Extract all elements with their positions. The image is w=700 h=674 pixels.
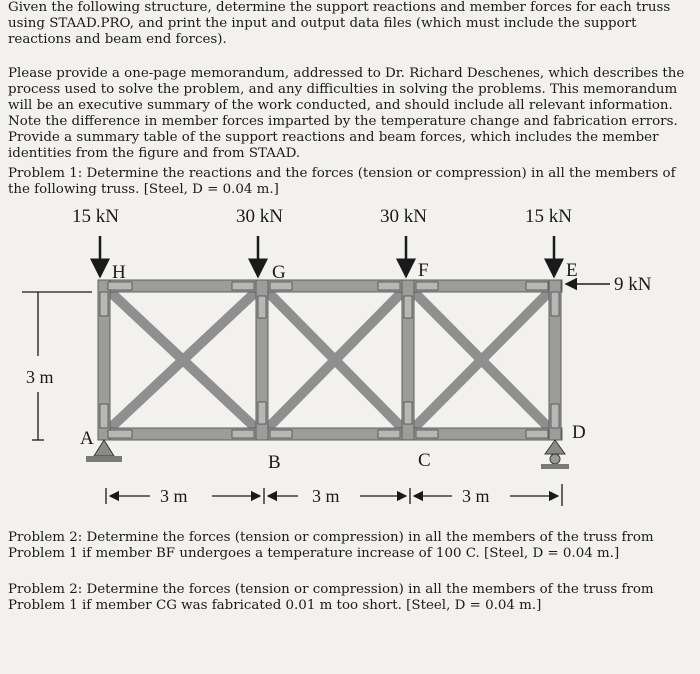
horizontal-load-label: 9 kN [614, 274, 652, 295]
node-label-h: H [112, 262, 126, 283]
node-label-b: B [268, 452, 281, 473]
height-dimension-label: 3 m [26, 367, 54, 387]
node-label-d: D [572, 422, 586, 443]
span-dimension-label-2: 3 m [312, 486, 340, 506]
problem-1-paragraph: Problem 1: Determine the reactions and the forces (tension or compression) in all the members of the following truss. [Steel, D = 0.04 m.] [8, 166, 676, 197]
node-label-f: F [418, 260, 429, 281]
intro-paragraph: Given the following structure, determine the support reactions and member forces for each truss using STAAD.PRO, and print the input and output data files (which must include the support reactions and beam end forces). [8, 0, 671, 47]
node-label-c: C [418, 450, 431, 471]
height-dimension-line [22, 292, 92, 440]
memo-paragraph: Please provide a one-page memorandum, addressed to Dr. Richard Deschenes, which describes the process used to solve the problem, and any difficulties in solving the problems. This memorandum will be an executive summary of the work conducted, and should include all relevant information. Note the difference in member forces imparted by the temperature change and fabrication errors. Provide a summary table of the support reactions and beam forces, which includes the member identities from the figure and from STAAD. [8, 66, 685, 161]
node-label-g: G [272, 262, 286, 283]
bottom-chord [98, 428, 562, 440]
problem-2-temperature-paragraph: Problem 2: Determine the forces (tension or compression) in all the members of the truss from Problem 1 if member BF undergoes a temperature increase of 100 C. [Steel, D = 0.04 m.] [8, 530, 654, 561]
node-label-e: E [566, 260, 578, 281]
load-arrows [100, 236, 554, 276]
truss-diagonals [104, 286, 555, 434]
top-chord [98, 280, 562, 292]
load-label-h: 15 kN [72, 206, 119, 227]
span-dimension-label-3: 3 m [462, 486, 490, 506]
load-label-g: 30 kN [236, 206, 283, 227]
load-label-e: 15 kN [525, 206, 572, 227]
problem-2-fabrication-paragraph: Problem 2: Determine the forces (tension or compression) in all the members of the truss from Problem 1 if member CG was fabricated 0.01 m too short. [Steel, D = 0.04 m.] [8, 582, 654, 613]
load-label-f: 30 kN [380, 206, 427, 227]
roller-support-d [541, 440, 569, 469]
span-dimension-label-1: 3 m [160, 486, 188, 506]
node-label-a: A [80, 428, 94, 449]
truss-figure [0, 196, 700, 516]
